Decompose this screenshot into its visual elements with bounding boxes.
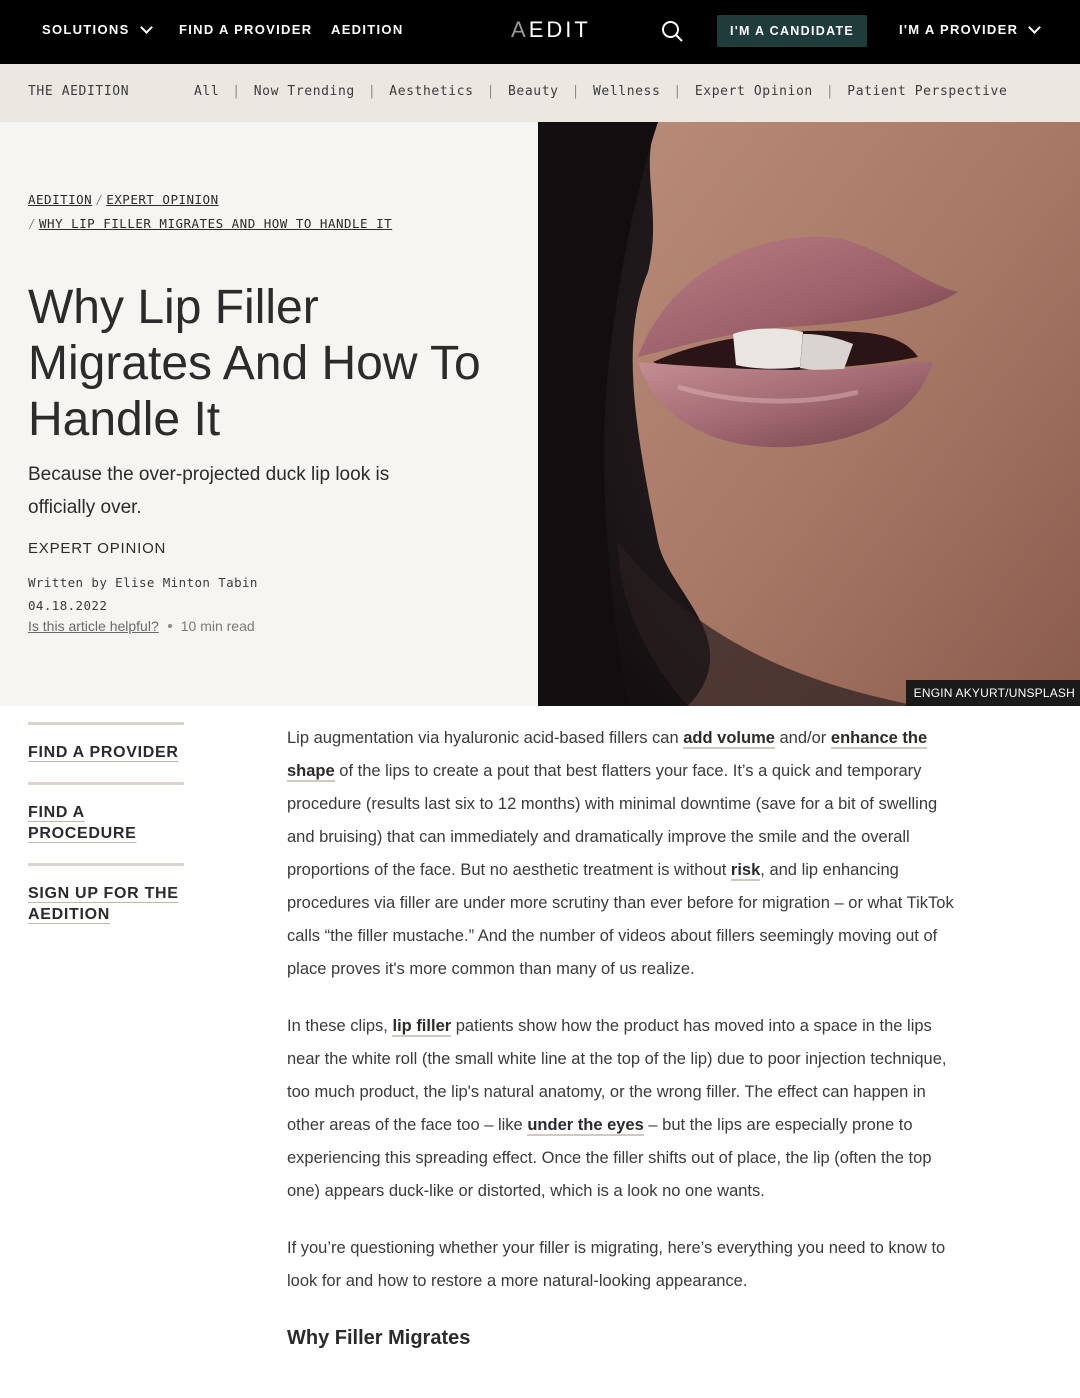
byline bbox=[28, 571, 258, 617]
breadcrumb bbox=[28, 188, 468, 236]
search-icon[interactable] bbox=[661, 20, 683, 42]
category-wellness[interactable]: Wellness bbox=[593, 84, 661, 99]
article-body bbox=[287, 722, 967, 1355]
breadcrumb-expert-opinion[interactable]: EXPERT OPINION bbox=[106, 192, 219, 207]
dot-separator bbox=[168, 624, 172, 628]
text: patients show how the product has moved into a space in the lips near the white roll (the small white line at the top of the lip) due to poor injection technique, too much product, the lip's natural anatomy, or the wrong filler. The effect can happen in other areas of the face too – like bbox=[287, 1017, 947, 1134]
helpful-row bbox=[28, 618, 255, 634]
chevron-down-icon bbox=[140, 21, 153, 34]
side-item-label: FIND A PROCEDURE bbox=[28, 804, 137, 842]
separator: | bbox=[367, 84, 377, 99]
breadcrumb-separator: / bbox=[95, 192, 104, 207]
article-header bbox=[0, 122, 538, 706]
text: In these clips, bbox=[287, 1017, 393, 1035]
separator: | bbox=[825, 84, 835, 99]
author: Written by Elise Minton Tabin bbox=[28, 575, 258, 590]
category-beauty[interactable]: Beauty bbox=[508, 84, 559, 99]
separator: | bbox=[232, 84, 241, 99]
separator: | bbox=[673, 84, 682, 99]
text: , and lip enhancing procedures via filler are under more scrutiny than ever before for migration – or what TikTok calls “the filler mustache.” And the number of videos about fillers seemingly moving out of place proves it's more common than many of us realize. bbox=[287, 861, 954, 978]
side-item-sign-up[interactable] bbox=[28, 863, 184, 944]
paragraph bbox=[287, 722, 967, 986]
side-item-label: FIND A PROVIDER bbox=[28, 744, 179, 761]
read-time: 10 min read bbox=[180, 618, 255, 634]
aedition-link[interactable]: AEDITION bbox=[331, 22, 404, 37]
enhance-shape-link[interactable]: enhance the shape bbox=[287, 729, 928, 780]
breadcrumb-current[interactable]: WHY LIP FILLER MIGRATES AND HOW TO HANDLE IT bbox=[39, 216, 393, 231]
page-title: Why Lip Filler Migrates And How To Handle It bbox=[28, 281, 481, 446]
side-menu bbox=[28, 722, 184, 944]
section-heading: Why Filler Migrates bbox=[287, 1327, 471, 1349]
logo-initial: A bbox=[511, 17, 529, 42]
solutions-label: SOLUTIONS bbox=[42, 22, 130, 37]
category-list bbox=[194, 84, 1007, 99]
find-provider-link[interactable]: FIND A PROVIDER bbox=[179, 22, 313, 37]
side-item-find-provider[interactable] bbox=[28, 722, 184, 782]
hero-image bbox=[538, 122, 1080, 706]
image-credit: ENGIN AKYURT/UNSPLASH bbox=[906, 680, 1080, 706]
paragraph bbox=[287, 1010, 967, 1208]
solutions-menu[interactable] bbox=[42, 22, 151, 37]
aedit-logo[interactable] bbox=[511, 17, 591, 43]
paragraph: If you’re questioning whether your filler is migrating, here’s everything you need to know to look for and how to restore a more natural-looking appearance. bbox=[287, 1239, 946, 1290]
section-label: THE AEDITION bbox=[28, 84, 130, 99]
breadcrumb-aedition[interactable]: AEDITION bbox=[28, 192, 93, 207]
separator: | bbox=[571, 84, 580, 99]
chevron-down-icon bbox=[1028, 21, 1041, 34]
category-all[interactable]: All bbox=[194, 84, 220, 99]
category-now-trending[interactable]: Now Trending bbox=[253, 84, 355, 99]
category-patient-perspective[interactable]: Patient Perspective bbox=[847, 84, 1008, 99]
candidate-button[interactable]: I'M A CANDIDATE bbox=[717, 15, 867, 47]
text: of the lips to create a pout that best flatters your face. It’s a quick and temporary procedure (results last six to 12 months) with minimal downtime (save for a bit of swelling and bruising) that can immediately and dramatically improve the smile and the overall proportions of the face. But no aesthetic treatment is without bbox=[287, 762, 938, 879]
text: – but the lips are especially prone to experiencing this spreading effect. Once the filler shifts out of place, the lip (often the top one) appears duck-like or distorted, which is a look no one wants. bbox=[287, 1116, 932, 1200]
risk-link[interactable]: risk bbox=[730, 861, 761, 879]
helpful-link[interactable]: Is this article helpful? bbox=[28, 618, 159, 634]
text: and/or bbox=[774, 729, 831, 747]
category-aesthetics[interactable]: Aesthetics bbox=[389, 84, 474, 99]
text: Lip augmentation via hyaluronic acid-based fillers can bbox=[287, 729, 684, 747]
provider-label: I'M A PROVIDER bbox=[899, 22, 1019, 37]
under-the-eyes-link[interactable]: under the eyes bbox=[527, 1116, 644, 1134]
add-volume-link[interactable]: add volume bbox=[683, 729, 775, 747]
article-subtitle: Because the over-projected duck lip look is officially over. bbox=[28, 464, 390, 518]
lip-filler-link[interactable]: lip filler bbox=[392, 1017, 452, 1035]
aedition-subnav bbox=[0, 64, 1080, 122]
breadcrumb-separator: / bbox=[28, 216, 37, 231]
top-navigation bbox=[0, 0, 1080, 64]
article-category: EXPERT OPINION bbox=[28, 540, 167, 557]
category-expert-opinion[interactable]: Expert Opinion bbox=[694, 84, 813, 99]
lips-photo bbox=[538, 122, 1080, 706]
provider-menu[interactable] bbox=[899, 22, 1039, 37]
logo-rest: EDIT bbox=[528, 17, 591, 42]
publish-date: 04.18.2022 bbox=[28, 598, 108, 613]
side-item-label: SIGN UP FOR THE AEDITION bbox=[28, 885, 179, 923]
separator: | bbox=[486, 84, 495, 99]
side-item-find-procedure[interactable] bbox=[28, 782, 184, 863]
